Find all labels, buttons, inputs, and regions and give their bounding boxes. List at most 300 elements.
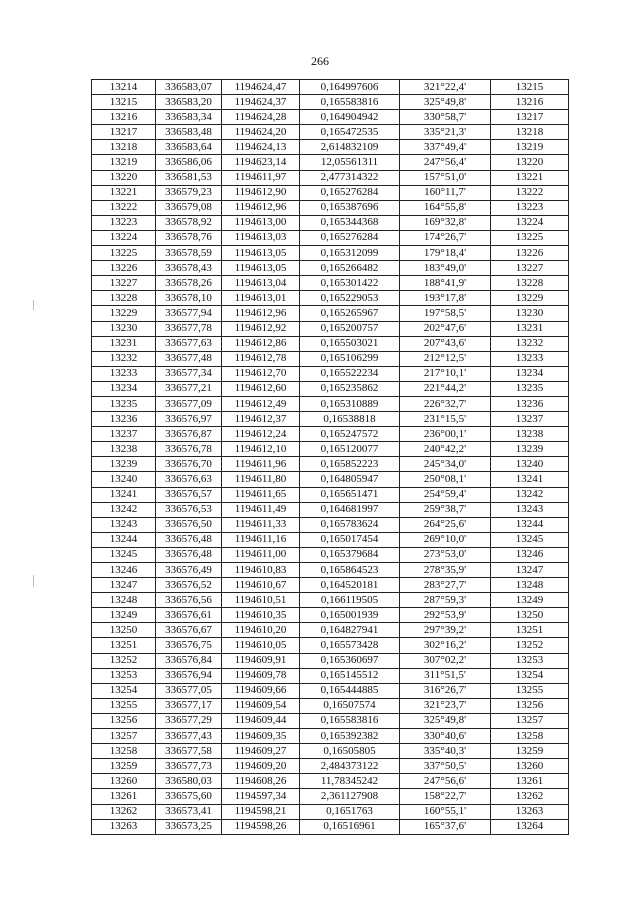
distance-cell: 2,484373122 [300,759,400,774]
point-number-cell: 13233 [92,366,156,381]
y-coordinate-cell: 1194612,24 [222,427,300,442]
x-coordinate-cell: 336580,03 [156,774,222,789]
table-row [92,306,569,321]
distance-cell: 0,165276284 [300,185,400,200]
table-row [92,80,569,95]
bearing-cell: 157°51,0' [400,170,491,185]
next-point-cell: 13253 [491,653,569,668]
x-coordinate-cell: 336578,43 [156,261,222,276]
next-point-cell: 13234 [491,366,569,381]
next-point-cell: 13254 [491,668,569,683]
x-coordinate-cell: 336578,59 [156,246,222,261]
next-point-cell: 13239 [491,442,569,457]
next-point-cell: 13255 [491,683,569,698]
table-row [92,532,569,547]
y-coordinate-cell: 1194598,26 [222,819,300,834]
next-point-cell: 13226 [491,246,569,261]
y-coordinate-cell: 1194612,96 [222,200,300,215]
next-point-cell: 13245 [491,532,569,547]
bearing-cell: 245°34,0' [400,457,491,472]
distance-cell: 0,165120077 [300,442,400,457]
point-number-cell: 13236 [92,412,156,427]
next-point-cell: 13246 [491,547,569,562]
table-row [92,804,569,819]
table-row [92,744,569,759]
next-point-cell: 13219 [491,140,569,155]
next-point-cell: 13260 [491,759,569,774]
point-number-cell: 13257 [92,729,156,744]
table-row [92,623,569,638]
distance-cell: 0,165379684 [300,547,400,562]
next-point-cell: 13247 [491,563,569,578]
bearing-cell: 217°10,1' [400,366,491,381]
x-coordinate-cell: 336583,07 [156,80,222,95]
coordinates-table [91,79,569,835]
bearing-cell: 278°35,9' [400,563,491,578]
distance-cell: 0,165229053 [300,291,400,306]
x-coordinate-cell: 336576,49 [156,563,222,578]
x-coordinate-cell: 336578,10 [156,291,222,306]
bearing-cell: 335°21,3' [400,125,491,140]
table-row [92,140,569,155]
distance-cell: 0,166119505 [300,593,400,608]
point-number-cell: 13248 [92,593,156,608]
point-number-cell: 13225 [92,246,156,261]
y-coordinate-cell: 1194624,20 [222,125,300,140]
x-coordinate-cell: 336583,20 [156,95,222,110]
bearing-cell: 287°59,3' [400,593,491,608]
distance-cell: 0,16505805 [300,744,400,759]
x-coordinate-cell: 336578,92 [156,215,222,230]
table-row [92,517,569,532]
next-point-cell: 13236 [491,396,569,411]
table-row [92,713,569,728]
next-point-cell: 13222 [491,185,569,200]
table-row [92,547,569,562]
point-number-cell: 13221 [92,185,156,200]
point-number-cell: 13250 [92,623,156,638]
table-row [92,412,569,427]
point-number-cell: 13260 [92,774,156,789]
table-row [92,502,569,517]
x-coordinate-cell: 336583,48 [156,125,222,140]
distance-cell: 0,16516961 [300,819,400,834]
distance-cell: 0,16507574 [300,698,400,713]
x-coordinate-cell: 336577,17 [156,698,222,713]
x-coordinate-cell: 336576,75 [156,638,222,653]
table-row [92,200,569,215]
bearing-cell: 226°32,7' [400,396,491,411]
y-coordinate-cell: 1194612,90 [222,185,300,200]
table-row [92,291,569,306]
distance-cell: 0,165583816 [300,713,400,728]
table-row [92,563,569,578]
distance-cell: 0,165310889 [300,396,400,411]
point-number-cell: 13254 [92,683,156,698]
y-coordinate-cell: 1194609,91 [222,653,300,668]
point-number-cell: 13217 [92,125,156,140]
bearing-cell: 325°49,8' [400,713,491,728]
next-point-cell: 13259 [491,744,569,759]
bearing-cell: 321°22,4' [400,80,491,95]
x-coordinate-cell: 336577,05 [156,683,222,698]
x-coordinate-cell: 336576,78 [156,442,222,457]
distance-cell: 0,165583816 [300,95,400,110]
point-number-cell: 13223 [92,215,156,230]
y-coordinate-cell: 1194624,28 [222,110,300,125]
distance-cell: 0,165276284 [300,230,400,245]
distance-cell: 0,165145512 [300,668,400,683]
next-point-cell: 13218 [491,125,569,140]
table-row [92,276,569,291]
distance-cell: 11,78345242 [300,774,400,789]
bearing-cell: 292°53,9' [400,608,491,623]
x-coordinate-cell: 336577,94 [156,306,222,321]
y-coordinate-cell: 1194623,14 [222,155,300,170]
x-coordinate-cell: 336575,60 [156,789,222,804]
point-number-cell: 13259 [92,759,156,774]
next-point-cell: 13221 [491,170,569,185]
x-coordinate-cell: 336578,76 [156,230,222,245]
y-coordinate-cell: 1194609,78 [222,668,300,683]
bearing-cell: 302°16,2' [400,638,491,653]
table-body [92,80,569,835]
next-point-cell: 13243 [491,502,569,517]
x-coordinate-cell: 336577,21 [156,381,222,396]
next-point-cell: 13252 [491,638,569,653]
table-row [92,698,569,713]
y-coordinate-cell: 1194611,49 [222,502,300,517]
x-coordinate-cell: 336578,26 [156,276,222,291]
y-coordinate-cell: 1194624,47 [222,80,300,95]
point-number-cell: 13230 [92,321,156,336]
x-coordinate-cell: 336581,53 [156,170,222,185]
x-coordinate-cell: 336576,52 [156,578,222,593]
bearing-cell: 264°25,6' [400,517,491,532]
table-row [92,336,569,351]
x-coordinate-cell: 336576,97 [156,412,222,427]
next-point-cell: 13262 [491,789,569,804]
point-number-cell: 13251 [92,638,156,653]
y-coordinate-cell: 1194611,33 [222,517,300,532]
point-number-cell: 13220 [92,170,156,185]
bearing-cell: 247°56,4' [400,155,491,170]
y-coordinate-cell: 1194612,49 [222,396,300,411]
x-coordinate-cell: 336583,34 [156,110,222,125]
next-point-cell: 13241 [491,472,569,487]
next-point-cell: 13223 [491,200,569,215]
bearing-cell: 202°47,6' [400,321,491,336]
point-number-cell: 13241 [92,487,156,502]
x-coordinate-cell: 336573,41 [156,804,222,819]
bearing-cell: 212°12,5' [400,351,491,366]
next-point-cell: 13237 [491,412,569,427]
next-point-cell: 13217 [491,110,569,125]
next-point-cell: 13227 [491,261,569,276]
distance-cell: 0,164520181 [300,578,400,593]
point-number-cell: 13242 [92,502,156,517]
bearing-cell: 160°11,7' [400,185,491,200]
x-coordinate-cell: 336586,06 [156,155,222,170]
next-point-cell: 13251 [491,623,569,638]
point-number-cell: 13239 [92,457,156,472]
bearing-cell: 158°22,7' [400,789,491,804]
point-number-cell: 13222 [92,200,156,215]
distance-cell: 2,361127908 [300,789,400,804]
table-row [92,819,569,834]
y-coordinate-cell: 1194613,01 [222,291,300,306]
scan-artifact [33,300,34,310]
distance-cell: 0,165001939 [300,608,400,623]
bearing-cell: 197°58,5' [400,306,491,321]
bearing-cell: 337°50,5' [400,759,491,774]
next-point-cell: 13249 [491,593,569,608]
table-row [92,170,569,185]
bearing-cell: 297°39,2' [400,623,491,638]
y-coordinate-cell: 1194611,96 [222,457,300,472]
y-coordinate-cell: 1194624,37 [222,95,300,110]
point-number-cell: 13235 [92,396,156,411]
bearing-cell: 207°43,6' [400,336,491,351]
bearing-cell: 174°26,7' [400,230,491,245]
table-row [92,246,569,261]
point-number-cell: 13262 [92,804,156,819]
y-coordinate-cell: 1194612,60 [222,381,300,396]
distance-cell: 0,165387696 [300,200,400,215]
scan-artifact [33,575,34,587]
y-coordinate-cell: 1194609,20 [222,759,300,774]
bearing-cell: 240°42,2' [400,442,491,457]
distance-cell: 0,165472535 [300,125,400,140]
next-point-cell: 13215 [491,80,569,95]
table-row [92,215,569,230]
table-row [92,457,569,472]
next-point-cell: 13233 [491,351,569,366]
next-point-cell: 13229 [491,291,569,306]
y-coordinate-cell: 1194611,80 [222,472,300,487]
y-coordinate-cell: 1194608,26 [222,774,300,789]
distance-cell: 0,165651471 [300,487,400,502]
distance-cell: 0,165312099 [300,246,400,261]
point-number-cell: 13214 [92,80,156,95]
point-number-cell: 13240 [92,472,156,487]
distance-cell: 0,165852223 [300,457,400,472]
distance-cell: 0,165301422 [300,276,400,291]
next-point-cell: 13235 [491,381,569,396]
bearing-cell: 193°17,8' [400,291,491,306]
next-point-cell: 13240 [491,457,569,472]
point-number-cell: 13255 [92,698,156,713]
table-row [92,608,569,623]
distance-cell: 0,165444885 [300,683,400,698]
x-coordinate-cell: 336577,09 [156,396,222,411]
bearing-cell: 259°38,7' [400,502,491,517]
point-number-cell: 13232 [92,351,156,366]
bearing-cell: 160°55,1' [400,804,491,819]
bearing-cell: 247°56,6' [400,774,491,789]
distance-cell: 0,165503021 [300,336,400,351]
table-row [92,593,569,608]
next-point-cell: 13256 [491,698,569,713]
bearing-cell: 231°15,5' [400,412,491,427]
x-coordinate-cell: 336577,48 [156,351,222,366]
next-point-cell: 13228 [491,276,569,291]
table-row [92,351,569,366]
bearing-cell: 188°41,9' [400,276,491,291]
bearing-cell: 311°51,5' [400,668,491,683]
point-number-cell: 13218 [92,140,156,155]
distance-cell: 0,165783624 [300,517,400,532]
y-coordinate-cell: 1194612,92 [222,321,300,336]
point-number-cell: 13215 [92,95,156,110]
distance-cell: 0,165200757 [300,321,400,336]
next-point-cell: 13242 [491,487,569,502]
bearing-cell: 330°58,7' [400,110,491,125]
table-row [92,487,569,502]
page-number: 266 [311,54,329,68]
point-number-cell: 13245 [92,547,156,562]
x-coordinate-cell: 336576,61 [156,608,222,623]
y-coordinate-cell: 1194613,05 [222,261,300,276]
table-row [92,366,569,381]
distance-cell: 0,164997606 [300,80,400,95]
point-number-cell: 13229 [92,306,156,321]
distance-cell: 0,165360697 [300,653,400,668]
distance-cell: 0,165522234 [300,366,400,381]
next-point-cell: 13232 [491,336,569,351]
next-point-cell: 13231 [491,321,569,336]
table-row [92,110,569,125]
distance-cell: 0,165235862 [300,381,400,396]
x-coordinate-cell: 336576,50 [156,517,222,532]
y-coordinate-cell: 1194612,96 [222,306,300,321]
bearing-cell: 283°27,7' [400,578,491,593]
y-coordinate-cell: 1194611,65 [222,487,300,502]
next-point-cell: 13220 [491,155,569,170]
next-point-cell: 13257 [491,713,569,728]
next-point-cell: 13264 [491,819,569,834]
next-point-cell: 13244 [491,517,569,532]
distance-cell: 0,165266482 [300,261,400,276]
distance-cell: 2,477314322 [300,170,400,185]
distance-cell: 0,164681997 [300,502,400,517]
distance-cell: 0,164827941 [300,623,400,638]
distance-cell: 0,164904942 [300,110,400,125]
x-coordinate-cell: 336577,34 [156,366,222,381]
bearing-cell: 337°49,4' [400,140,491,155]
table-row [92,427,569,442]
y-coordinate-cell: 1194624,13 [222,140,300,155]
bearing-cell: 307°02,2' [400,653,491,668]
next-point-cell: 13238 [491,427,569,442]
next-point-cell: 13258 [491,729,569,744]
point-number-cell: 13252 [92,653,156,668]
x-coordinate-cell: 336576,70 [156,457,222,472]
bearing-cell: 316°26,7' [400,683,491,698]
bearing-cell: 236°00,1' [400,427,491,442]
y-coordinate-cell: 1194613,03 [222,230,300,245]
table-row [92,321,569,336]
x-coordinate-cell: 336577,58 [156,744,222,759]
y-coordinate-cell: 1194610,20 [222,623,300,638]
point-number-cell: 13244 [92,532,156,547]
bearing-cell: 330°40,6' [400,729,491,744]
next-point-cell: 13225 [491,230,569,245]
point-number-cell: 13224 [92,230,156,245]
y-coordinate-cell: 1194597,34 [222,789,300,804]
x-coordinate-cell: 336576,67 [156,623,222,638]
table-row [92,759,569,774]
x-coordinate-cell: 336577,78 [156,321,222,336]
point-number-cell: 13247 [92,578,156,593]
table-row [92,789,569,804]
y-coordinate-cell: 1194609,44 [222,713,300,728]
y-coordinate-cell: 1194612,86 [222,336,300,351]
y-coordinate-cell: 1194612,10 [222,442,300,457]
y-coordinate-cell: 1194612,37 [222,412,300,427]
table-row [92,125,569,140]
distance-cell: 0,1651763 [300,804,400,819]
distance-cell: 0,165247572 [300,427,400,442]
point-number-cell: 13238 [92,442,156,457]
distance-cell: 0,165106299 [300,351,400,366]
point-number-cell: 13234 [92,381,156,396]
table-row [92,396,569,411]
table-row [92,442,569,457]
y-coordinate-cell: 1194612,78 [222,351,300,366]
distance-cell: 2,614832109 [300,140,400,155]
x-coordinate-cell: 336577,63 [156,336,222,351]
point-number-cell: 13261 [92,789,156,804]
table-row [92,261,569,276]
table-row [92,472,569,487]
x-coordinate-cell: 336577,29 [156,713,222,728]
x-coordinate-cell: 336576,48 [156,547,222,562]
y-coordinate-cell: 1194611,97 [222,170,300,185]
next-point-cell: 13261 [491,774,569,789]
y-coordinate-cell: 1194612,70 [222,366,300,381]
point-number-cell: 13237 [92,427,156,442]
x-coordinate-cell: 336577,43 [156,729,222,744]
table-row [92,683,569,698]
bearing-cell: 321°23,7' [400,698,491,713]
y-coordinate-cell: 1194610,83 [222,563,300,578]
distance-cell: 12,05561311 [300,155,400,170]
bearing-cell: 179°18,4' [400,246,491,261]
point-number-cell: 13228 [92,291,156,306]
table-row [92,155,569,170]
point-number-cell: 13249 [92,608,156,623]
bearing-cell: 164°55,8' [400,200,491,215]
point-number-cell: 13258 [92,744,156,759]
x-coordinate-cell: 336576,63 [156,472,222,487]
distance-cell: 0,165864523 [300,563,400,578]
next-point-cell: 13230 [491,306,569,321]
bearing-cell: 254°59,4' [400,487,491,502]
y-coordinate-cell: 1194613,00 [222,215,300,230]
y-coordinate-cell: 1194598,21 [222,804,300,819]
x-coordinate-cell: 336576,53 [156,502,222,517]
table-row [92,185,569,200]
y-coordinate-cell: 1194610,51 [222,593,300,608]
point-number-cell: 13246 [92,563,156,578]
table-row [92,381,569,396]
distance-cell: 0,165573428 [300,638,400,653]
bearing-cell: 269°10,0' [400,532,491,547]
next-point-cell: 13224 [491,215,569,230]
table-row [92,653,569,668]
y-coordinate-cell: 1194609,54 [222,698,300,713]
